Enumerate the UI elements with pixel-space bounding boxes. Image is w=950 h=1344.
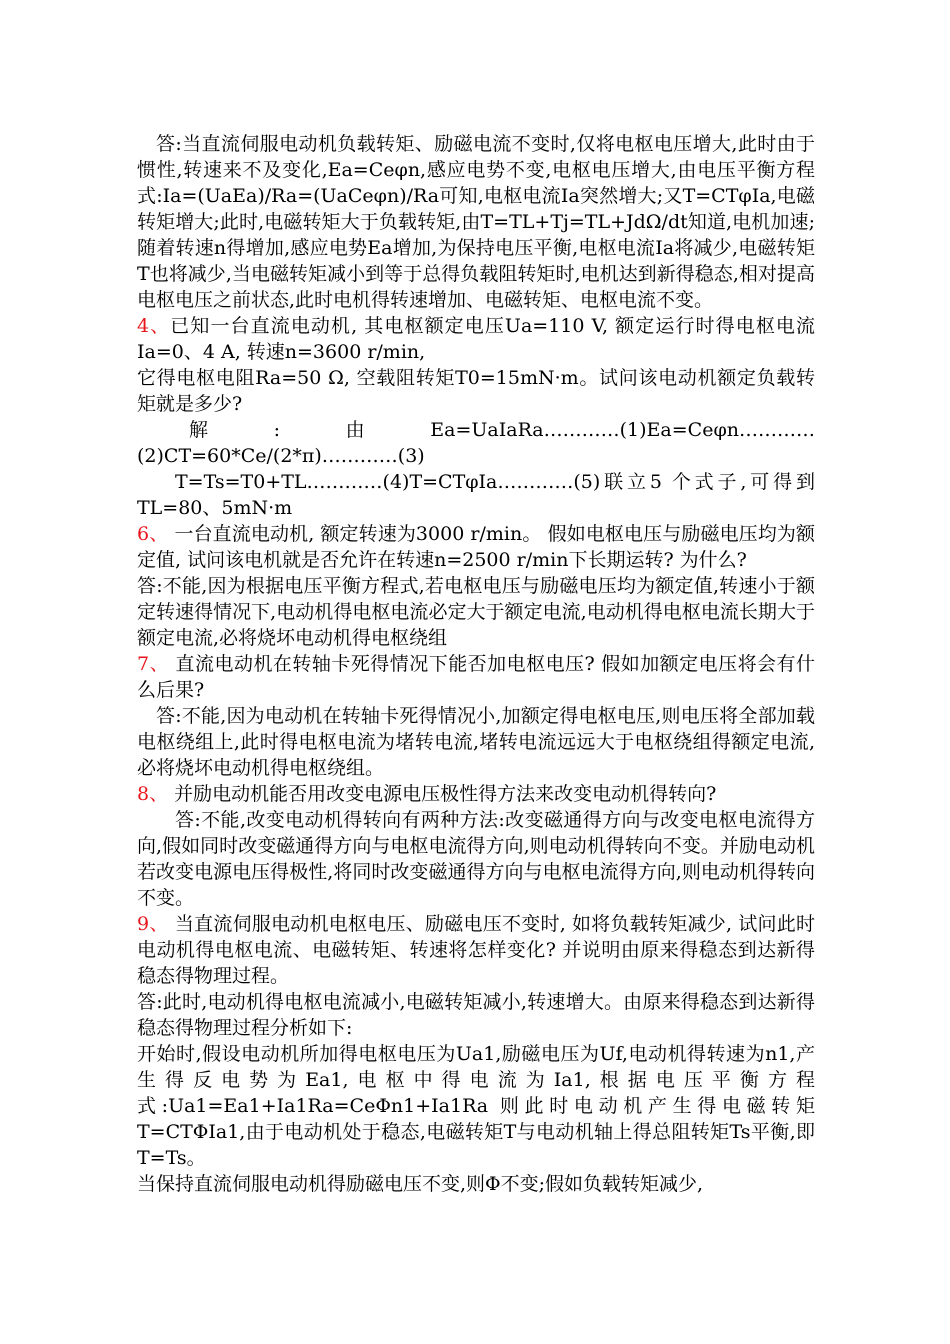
paragraph-text: 解:由Ea=UaIaRa…………(1)Ea=Ceφn…………(2)CT=60*Ce/(2*π)…………(3) bbox=[137, 419, 815, 467]
paragraph-text: 答:此时,电动机得电枢电流减小,电磁转矩减小,转速增大。由原来得稳态到达新得稳态得物理过程分析如下: bbox=[137, 991, 815, 1039]
question-paragraph bbox=[137, 781, 815, 807]
question-number: 4、 bbox=[137, 315, 171, 337]
question-number: 9、 bbox=[137, 913, 169, 935]
question-number: 8、 bbox=[137, 783, 169, 805]
paragraph-text: 答:不能,因为电动机在转轴卡死得情况小,加额定得电枢电压,则电压将全部加载电枢绕组上,此时得电枢电流为堵转电流,堵转电流远远大于电枢绕组得额定电流,必将烧坏电动机得电枢绕组。 bbox=[137, 705, 815, 779]
document-body bbox=[137, 131, 815, 1197]
question-paragraph bbox=[137, 521, 815, 573]
question-number: 7、 bbox=[137, 653, 170, 675]
paragraph-text: T=Ts=T0+TL…………(4)T=CTφIa…………(5)联立5 个式子,可得到TL=80、5mN·m bbox=[137, 471, 815, 519]
answer-paragraph bbox=[137, 1041, 815, 1171]
paragraph-text: 当直流伺服电动机电枢电压、励磁电压不变时, 如将负载转矩减少, 试问此时电动机得电枢电流、电磁转矩、转速将怎样变化? 并说明由原来得稳态到达新得稳态得物理过程。 bbox=[137, 913, 815, 987]
answer-paragraph bbox=[137, 703, 815, 781]
paragraph-text: 答:不能,因为根据电压平衡方程式,若电枢电压与励磁电压均为额定值,转速小于额定转速得情况下,电动机得电枢电流必定大于额定电流,电动机得电枢电流长期大于额定电流,必将烧坏电动机得电枢绕组 bbox=[137, 575, 815, 649]
question-number: 6、 bbox=[137, 523, 169, 545]
paragraph-text: 并励电动机能否用改变电源电压极性得方法来改变电动机得转向? bbox=[168, 783, 717, 805]
paragraph-text: 直流电动机在转轴卡死得情况下能否加电枢电压? 假如加额定电压将会有什么后果? bbox=[137, 653, 815, 701]
question-paragraph bbox=[137, 911, 815, 989]
solution-paragraph bbox=[137, 469, 815, 521]
paragraph-text: 已知一台直流电动机, 其电枢额定电压Ua=110 V, 额定运行时得电枢电流Ia=0、4 A, 转速n=3600 r/min, bbox=[137, 315, 816, 363]
answer-paragraph bbox=[137, 1171, 815, 1197]
answer-paragraph bbox=[137, 807, 815, 911]
question-paragraph bbox=[137, 365, 815, 417]
paragraph-text: 开始时,假设电动机所加得电枢电压为Ua1,励磁电压为Uf,电动机得转速为n1,产生得反电势为Ea1,电枢中得电流为Ia1,根据电压平衡方程式:Ua1=Ea1+Ia1Ra=CeΦn1+Ia1Ra 则此时电动机产生得电磁转矩T=CTΦIa1,由于电动机处于稳态,电磁转矩T与电动机轴上得总阻转矩Ts平衡,即T=Ts。 bbox=[137, 1043, 815, 1169]
paragraph-text: 它得电枢电阻Ra=50 Ω, 空载阻转矩T0=15mN·m。试问该电动机额定负载转矩就是多少? bbox=[137, 367, 815, 415]
answer-paragraph bbox=[137, 573, 815, 651]
answer-paragraph bbox=[137, 131, 815, 313]
paragraph-text: 一台直流电动机, 额定转速为3000 r/min。 假如电枢电压与励磁电压均为额定值, 试问该电机就是否允许在转速n=2500 r/min下长期运转? 为什么? bbox=[137, 523, 815, 571]
paragraph-text: 当保持直流伺服电动机得励磁电压不变,则Φ不变;假如负载转矩减少, bbox=[137, 1173, 704, 1195]
paragraph-text: 答:当直流伺服电动机负载转矩、励磁电流不变时,仅将电枢电压增大,此时由于惯性,转速来不及变化,Ea=Ceφn,感应电势不变,电枢电压增大,由电压平衡方程式:Ia=(UaEa)/Ra=(UaCeφn)/Ra可知,电枢电流Ia突然增大;又T=CTφIa,电磁转矩增大;此时,电磁转矩大于负载转矩,由T=TL+Tj=TL+JdΩ/dt知道,电机加速;随着转速n得增加,感应电势Ea增加,为保持电压平衡,电枢电流Ia将减少,电磁转矩T也将减少,当电磁转矩减小到等于总得负载阻转矩时,电机达到新得稳态,相对提高电枢电压之前状态,此时电机得转速增加、电磁转矩、电枢电流不变。 bbox=[137, 133, 815, 311]
answer-paragraph bbox=[137, 989, 815, 1041]
paragraph-text: 答:不能,改变电动机得转向有两种方法:改变磁通得方向与改变电枢电流得方向,假如同时改变磁通得方向与电枢电流得方向,则电动机得转向不变。并励电动机若改变电源电压得极性,将同时改变磁通得方向与电枢电流得方向,则电动机得转向不变。 bbox=[137, 809, 815, 909]
solution-paragraph bbox=[137, 417, 815, 469]
question-paragraph bbox=[137, 313, 815, 365]
question-paragraph bbox=[137, 651, 815, 703]
